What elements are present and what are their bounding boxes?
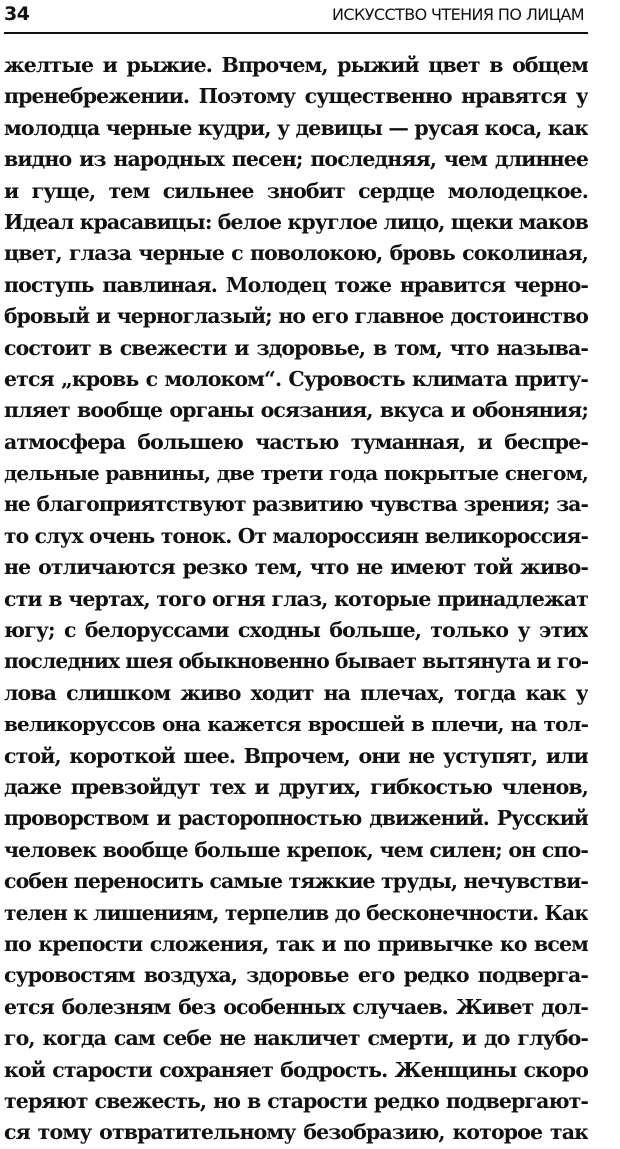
- text-line: даже превзойдут тех и других, гибкостью членов,: [4, 774, 588, 799]
- text-line: не отличаются резко тем, что не имеют той живо-: [4, 555, 588, 580]
- text-line: пренебрежении. Поэтому существенно нравятся у: [4, 84, 588, 109]
- header-rule: [4, 32, 588, 34]
- text-line: лова слишком живо ходит на плечах, тогда как у: [4, 680, 588, 705]
- text-line: последних шея обыкновенно бывает вытянута и го-: [4, 649, 588, 674]
- text-line: Идеал красавицы: белое круглое лицо, щеки маков: [4, 209, 588, 234]
- page-number: 34: [4, 3, 30, 25]
- text-line: ется болезням без особенных случаев. Живет дол-: [4, 994, 588, 1019]
- body-text: [4, 50, 588, 1149]
- text-line: видно из народных песен; последняя, чем длиннее: [4, 147, 588, 172]
- text-line: молодца черные кудри, у девицы — русая коса, как: [4, 115, 588, 140]
- text-line: проворством и расторопностью движений. Русский: [4, 806, 588, 831]
- text-line: пляет вообще органы осязания, вкуса и обоняния;: [4, 398, 588, 423]
- text-line: цвет, глаза черные с поволокою, бровь соколиная,: [4, 241, 588, 266]
- text-line: телен к лишениям, терпелив до бесконечности. Как: [4, 900, 588, 925]
- text-line: дельные равнины, две трети года покрытые снегом,: [4, 461, 588, 486]
- text-line: стой, короткой шее. Впрочем, они не уступят, или: [4, 743, 588, 768]
- text-line: теряют свежесть, но в старости редко подвергают-: [4, 1088, 588, 1113]
- text-line: желтые и рыжие. Впрочем, рыжий цвет в общем: [4, 53, 588, 77]
- text-line: собен переносить самые тяжкие труды, нечувстви-: [4, 869, 588, 894]
- text-line: атмосфера большею частью туманная, и беспре-: [4, 429, 588, 454]
- text-line: ется „кровь с молоком“. Суровость климата приту-: [4, 366, 588, 391]
- text-line: состоит в свежести и здоровье, в том, что называ-: [4, 335, 588, 360]
- text-line: ся тому отвратительному безобразию, которое так: [4, 1120, 588, 1145]
- text-line: не благоприятствуют развитию чувства зрения; за-: [4, 492, 588, 517]
- text-line: то слух очень тонок. От малороссиян великороссия-: [4, 523, 588, 548]
- text-line: го, когда сам себе не накличет смерти, и до глубо-: [4, 1026, 588, 1051]
- text-line: суровостям воздуха, здоровье его редко подверга-: [4, 963, 588, 988]
- running-title: ИСКУССТВО ЧТЕНИЯ ПО ЛИЦАМ: [332, 5, 584, 24]
- text-line: человек вообще больше крепок, чем силен; он спо-: [4, 837, 588, 862]
- text-line: поступь павлиная. Молодец тоже нравится черно-: [4, 272, 588, 297]
- text-line: и гуще, тем сильнее знобит сердце молодецкое.: [4, 178, 588, 203]
- text-line: югу; с белоруссами сходны больше, только у этих: [4, 618, 588, 643]
- text-line: по крепости сложения, так и по привычке ко всем: [4, 931, 588, 956]
- text-line: кой старости сохраняет бодрость. Женщины скоро: [4, 1057, 588, 1082]
- text-line: бровый и черноглазый; но его главное достоинство: [4, 304, 588, 329]
- text-line: великоруссов она кажется вросшей в плечи, на тол-: [4, 712, 588, 737]
- text-line: сти в чертах, того огня глаз, которые принадлежат: [4, 586, 588, 611]
- page-header: [4, 0, 584, 30]
